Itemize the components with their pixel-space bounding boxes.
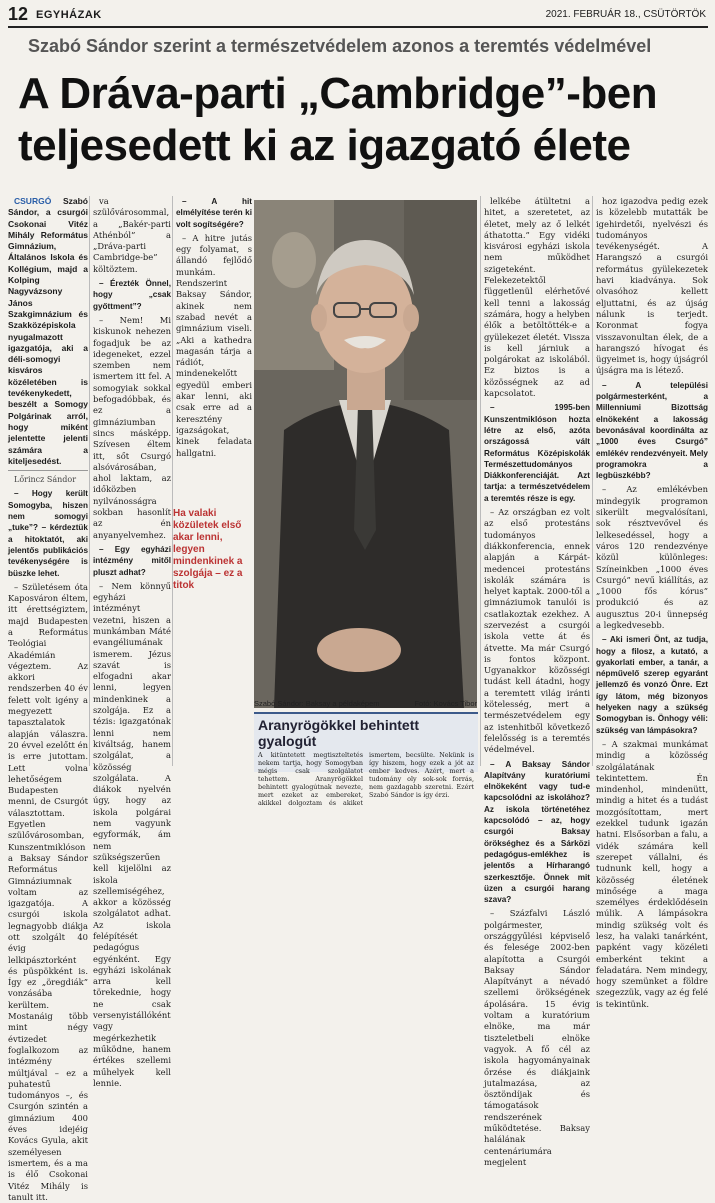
column-divider (480, 196, 481, 766)
photo-credit: Fotó: Kovács Tibor (414, 699, 477, 708)
interview-answer: – A hitre jutás egy folyamat, s állandó fejlődő munkám. Rendszerint Baksay Sándor, akinek nem szabad nevét a gimnázium viseli. „Aki a kathedra magasán tárja a rádiót, mindenekelőtt egyedül emberi akar lenni, aki csak erre ad a keresztény igazságokat, kinek feladata hallgatni. (176, 232, 252, 458)
article-lead (8, 196, 88, 467)
portrait-photo (254, 200, 477, 708)
column-divider (592, 196, 593, 766)
article-column-4 (596, 196, 708, 1009)
article-headline (18, 68, 708, 172)
column-divider (89, 196, 90, 766)
author-byline: Lőrincz Sándor (8, 470, 88, 485)
interview-question: – Hogy került Somogyba, hiszen nem somogyi „tuke”? – kérdeztük a hitoktatót, aki jelentős publikációs tevékenységére is büszke lehet. (8, 489, 88, 578)
paragraph: hoz igazodva pedig ezek is közelebb mutatták be igehirdetői, nyelvészi és tudományos tevékenységét. A Harangszó a csurgói református gyülekezetek havi kiadványa. Sok olvasóhoz kellett eljuttatni, és az újság nálunk is terjedt. Koronmat fogya visszavonultan élek, de a harangszó hívogat és ügyeimet is, hogy újságról újságra ma is létező. (596, 196, 708, 376)
headline-line-1: A Dráva-parti „Cambridge”-ben (18, 69, 658, 118)
sidebar-box (254, 712, 478, 807)
headline-line-2: teljesedett ki az igazgató élete (18, 121, 631, 170)
article-column-2-left (93, 196, 171, 1088)
section-name: EGYHÁZAK (36, 9, 102, 21)
interview-answer: – Az országban ez volt az első protestáns tudományos diákkonferencia, ennek alapján a Kárpát-medencei protestáns iskolák számára is helyet kaptak. 2000-től a gimnáziumok tanulói is csatlakoztak ezekhez. A szervezést a csurgói iskola vette át és átvette. Ma már Csurgó is fontos központ. Ugyanakkor közösségi tudást kell átadni, hogy a teremtett világ iránti kötelesség, mert a természetvédelem egy az istenhitből következő felelősség is a teremtés védelmével. (484, 507, 590, 755)
portrait-illustration (254, 200, 477, 708)
interview-answer: – A szakmai munkámat mindig a közösség szolgálatának tekintettem. Én mindenhol, mindenütt, mindig a hitet és a tudást mozgósítottam, mert ezekkel tudunk igazán hatni. Elsősorban a falu, a vidék számára kell szerepet vállalni, és tudnunk kell, hogy a közösség életének minősége a maga személyes érdeklődésein múlik. A lámpásokra mindig szükség volt és lesz, ha valaki tanárként, papként vagy közéleti emberként tekint a feladatára. Nem mindegy, hogy szemünket a földre szegezzük, vagy az ég felé is tekintünk. (596, 738, 708, 1009)
article-column-1 (8, 196, 88, 1202)
paragraph: lelkébe átültetni a hitet, a szeretetet, az életet, mely az ő lelkét áthatotta.” Egy vidéki kisvárosi egyházi iskola nem működhet szigeteként. Felekezetektől függetlenül elérhetővé kell tenni a lakosság számára, hogy a helyben élők a betöltötték-e a gyülekezet életét. Vissza is kell járniuk a polgárokat az iskolából. Ez biztos is a közösségnek az ad kapcsolatot. (484, 196, 590, 399)
paragraph: va szülővárosommal, a „Bakér-parti Athénból” a „Dráva-parti Cambridge-be” költöztem. (93, 196, 171, 274)
interview-answer: – Nem! Mi kiskunok nehezen fogadjuk be az idegeneket, ezzel szemben nem ismertem itt fel. A somogyiak sokkal befogadóbbak, és ez a gimnáziumban sincs másképp. Szívesen éltem itt, sőt Csurgó alsóvárosában, ahol laktam, az időközben nyilvánosságra sokban hasonlít az én anyanyelvemhez. (93, 314, 171, 540)
interview-question: – Egy egyházi intézmény mitől pluszt adhat? (93, 544, 171, 577)
interview-answer: – Születésem óta Kaposváron éltem, itt érettségiztem, majd Budapesten a Református Teológiai Akadémián végeztem. Az akkori rendszerben 40 év felett volt igény a megyezett tapasztalatok alapján válaszra. 20 évvel ezelőtt én is erre jutottam. Lett volna lehetőségem Budapesten menni, de Csurgót választottam. Egyetlen szülővárosomban, Kunszentmiklóson a Baksay Sándor Református Gimnáziumnak voltam az igazgatója. A csurgói iskola legnagyobb diákja ott szolgált 40 évig lelkipásztorként és püspökként is. Így ez „öregdiák” vonzásába kerültem. Mostanáig több mint négy évtizedet foglalkozom az intézmény múltjával – ez a puhatestű tudományos –, és Csurgón szintén a gimnázium 400 éves idejéig Kovács Gyula, akit személyesen ismertem, és a ma is élő Csokonai Vitéz Mihály is tanult itt. (8, 581, 88, 1202)
article-kicker: Szabó Sándor szerint a természetvédelem azonos a teremtés védelmével (28, 36, 652, 56)
interview-question: – A hit elmélyítése terén ki volt sogítségére? (176, 197, 252, 229)
article-column-2-right (176, 196, 252, 496)
article-column-2-lower (176, 560, 252, 760)
caption-text: Szabó Sándor: Baksay a példaképem (254, 699, 380, 708)
issue-date: 2021. FEBRUÁR 18., CSÜTÖRTÖK (545, 9, 706, 20)
interview-question: – Aki ismeri Önt, az tudja, hogy a filosz, a kutató, a gyakorlati ember, a tanár, a népművelő szerep egyaránt jellemző és vonzó Önre. Ezt így látom, még bizonyos helyeken nagy a szükség Somogyban is. Önhogy véli: szükség van lámpásokra? (596, 635, 708, 735)
photo-caption (254, 699, 477, 708)
interview-question: – A települési polgármesterként, a Millenniumi Bizottság elnökeként a lakosság bevonásával koordinálta az „1000 éves Csurgó” emlékév rendezvényeit. Mely programokra a legbüszkébb? (596, 380, 708, 481)
column-divider (172, 196, 173, 766)
interview-answer: – Nem könnyű egyházi intézményt vezetni, hiszen a munkámban Máté evangéliumának ismerem. Jézus szavát is elfogadni akar lenni, legyen mindenkinek a szolgája. Ez a tézis: igazgatónak lenni nem kiváltság, hanem szolgálat, a közösség szolgálata. A diákok nyelvén úgy, hogy az iskola polgárai nem vagyunk egyformák, ám nem szükségszerűen kell kijelölni az iskola szellemiségéhez, akkor a közösség szolgálatot adhat. Az iskola felépítését pedagógus egyénként. Egy egyházi iskolának arra kell törekednie, hogy ne csak versenyistállóként vagy megérkezhetik működne, hanem értékes szellemi műhelyek kell lennie. (93, 580, 171, 1088)
sidebar-box-text: A kitüntetett megtiszteltetés nekem tartja, hogy Somogyban mégis csak szolgálatot tehettem. Aranyrögökkel behintett gyalogútnak nevezte, mert ezeket az embereket, akikkel dolgoztam és akiket ismertem, becsülte. Nekünk is így hiszem, hogy ezek a jót az ember kedves. Azért, mert a tudomány oly sok-sok forrás, nem gazdagabb szeretni. Ezért Szabó Sándor is így érzi. (258, 751, 474, 807)
interview-question: – A Baksay Sándor Alapítvány kuratóriumi elnökeként vagy tud-e kapcsolódni az iskolához? Az iskola történetéhez kapcsolódó – az, hogy csurgói Baksay örökséghez és a Sárközi pedagógus-emlékhez is jelentős a Hírharangó szerkesztője. Önnek mit üzen a csurgói harang szava? (484, 759, 590, 905)
interview-answer: – Százfalvi László polgármester, országgyűlési képviselő és felesége 2002-ben alapította a Csurgói Baksay Sándor Alapítványt a névadó szellemi örökségének ápolására. 15 évig voltam a kuratórium elnöke, ma már tiszteletbeli elnöke vagyok. A fő cél az iskola hagyományainak őrzése és diákjaink jutalmazása, az ösztöndíjak és támogatások rendszerének működtetése. Baksay halálának centenáriumára megjelent (484, 908, 590, 1167)
sidebar-box-title: Aranyrögökkel behintett gyalogút (258, 717, 420, 749)
dateline-place: CSURGÓ (14, 196, 52, 206)
lead-text: Szabó Sándor, a csurgói Csokonai Vitéz Mihály Református Gimnázium, Általános Iskola és Kollégium, majd a Kolping Nagyvázsony János Szakgimnázium és Szakközépiskola nyugalmazott igazgatója, aki a déli-somogyi kisváros közéletében is tevékenykedett, beszélt a Somogy Polgárinak arról, hogy miként jelentette jelenti számára a kiteljesedést. (8, 196, 88, 466)
interview-question: – Érezték Önnel, hogy „csak győttment”? (93, 279, 171, 311)
pull-quote: Ha valaki közületek első akar lenni, legyen mindenkinek a szolgája – ez a titok (173, 508, 243, 591)
article-column-3 (484, 196, 590, 1167)
interview-answer: – Az emlékévben mindegyik programon sikerült megvalósítani, sok résztvevővel és lelkesedéssel, hogy a város 120 rendezvénye közül különleges: Színeinkben „1000 éves Csurgó” nevű kiállítás, az „1000 fős kórus” produkció és az augusztus 20-i ünnepség a legkedvesebb. (596, 484, 708, 630)
page-header (8, 4, 708, 28)
page-number: 12 (8, 4, 29, 24)
interview-question: – 1995-ben Kunszentmiklóson hozta létre az első, azóta országossá vált Református Középiskolák Természettudományos Diákkonferenciáját. Azt tartja: a természetvédelem a teremtés része is egy. (484, 403, 590, 503)
